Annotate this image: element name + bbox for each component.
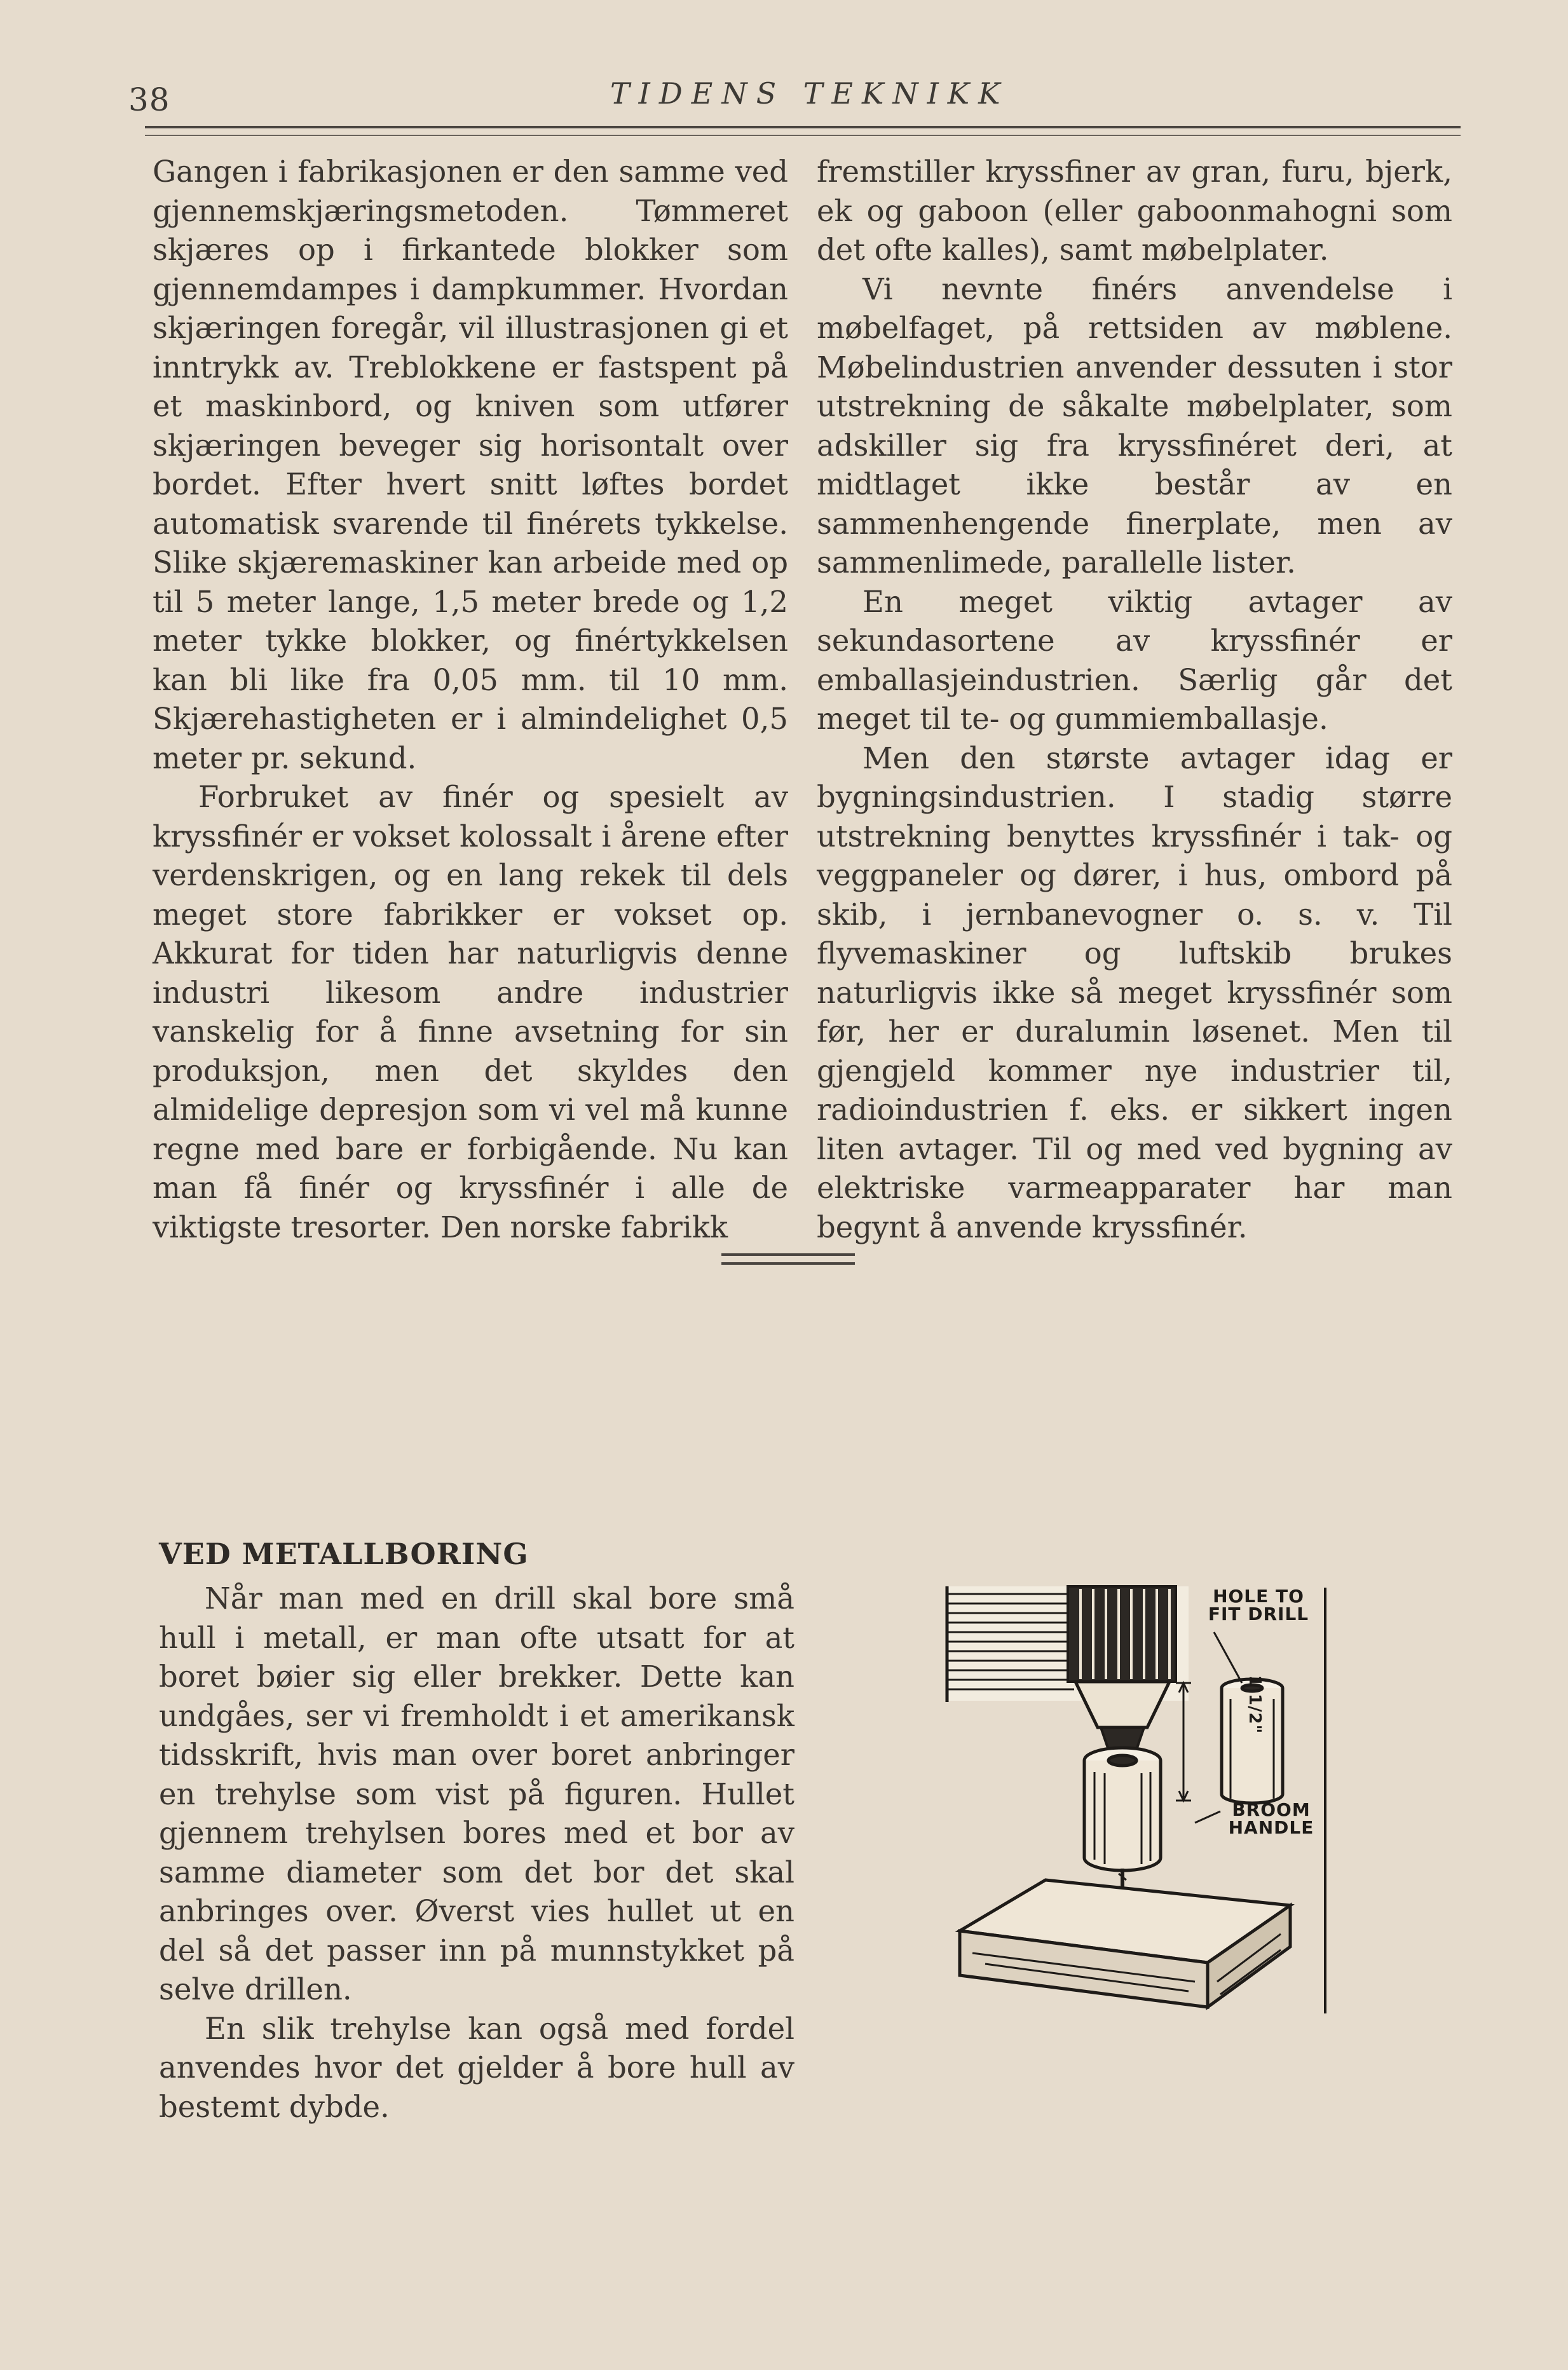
paragraph: Vi nevnte finérs anvendelse i møbelfaget, på rettsiden av møblene. Møbelindustrien anvender dessuten i stor utstrekning de såkalte møbelplater, som adskiller sig fra kryssfinéret deri, at midtlaget ikke består av en sammenhengende finerplate, men av sammenlimede, parallelle lister. [817,271,1452,580]
metal-block [960,1880,1290,2007]
running-head: TIDENS TEKNIKK [610,76,1009,111]
section-divider-second [721,1262,855,1265]
sleeve-detail [1176,1632,1283,1823]
header-rule [145,126,1461,128]
article-title: VED METALLBORING [159,1537,529,1571]
paragraph: Men den største avtager idag er bygningsindustrien. I stadig større utstrekning benyttes kryssfinér i tak- og veggpaneler og dører, i hus, ombord på skib, i jernbanevogner o. s. v. Til flyvemaskiner og luftskib brukes naturligvis ikke så meget kryssfinér som før, her er duralumin løsenet. Men til gjengjeld kommer nye industrier til, radioindustrien f. eks. er sikkert ingen liten avtager. Til og med ved bygning av elektriske varmeapparater har man begynt å anvende kryssfinér. [817,740,1452,1244]
article-body [159,1579,794,2127]
header-rule-thin [145,135,1461,136]
page-number: 38 [128,81,170,118]
paragraph: fremstiller kryssfiner av gran, furu, bjerk, ek og gaboon (eller gaboonmahogni som det ofte kalles), samt møbelplater. [817,154,1452,267]
label-broom-handle: BROOM HANDLE [1228,1799,1314,1838]
wooden-sleeve [1084,1748,1161,1870]
right-column [817,153,1452,1247]
drill-chuck [947,1586,1189,1750]
paragraph: Gangen i fabrikasjonen er den samme ved gjennemskjæringsmetoden. Tømmeret skjæres op i firkantede blokker som gjennemdampes i dampkummer. Hvordan skjæringen foregår, vil illustrasjonen gi et inntrykk av. Treblokkene er fastspent på et maskinbord, og kniven som utfører skjæringen beveger sig horisontalt over bordet. Efter hvert snitt løftes bordet automatisk svarende til finérets tykkelse. Slike skjæremaskiner kan arbeide med op til 5 meter lange, 1,5 meter brede og 1,2 meter tykke blokker, og finértykkelsen kan bli like fra 0,05 mm. til 10 mm. Skjærehastigheten er i almindelighet 0,5 meter pr. sekund. [153,154,788,775]
paragraph: Når man med en drill skal bore små hull i metall, er man ofte utsatt for at boret bøier sig eller brekker. Dette kan undgåes, ser vi fremholdt i et amerikansk tidsskrift, hvis man over boret anbringer en trehylse som vist på figuren. Hullet gjennem trehylsen bores med et bor av samme diameter som det bor det skal anbringes over. Øverst vies hullet ut en del så det passer inn på munnstykket på selve drillen. [159,1581,794,2006]
label-hole-to-fit-drill: HOLE TO FIT DRILL [1208,1586,1309,1624]
paragraph: En meget viktig avtager av sekundasortene av kryssfinér er emballasjeindustrien. Særlig går det meget til te- og gummiemballasje. [817,584,1452,736]
drill-illustration [934,1575,1328,2013]
paragraph: En slik trehylse kan også med fordel anvendes hvor det gjelder å bore hull av bestemt dybde. [159,2011,794,2124]
paragraph: Forbruket av finér og spesielt av kryssfinér er vokset kolossalt i årene efter verdenskrigen, og en lang rekek til dels meget store fabrikker er vokset op. Akkurat for tiden har naturligvis denne industri likesom andre industrier vanskelig for å finne avsetning for sin produksjon, men det skyldes den almidelige depresjon som vi vel må kunne regne med bare er forbigående. Nu kan man få finér og kryssfinér i alle de viktigste tresorter. Den norske fabrikk [153,780,788,1244]
left-column [153,153,788,1247]
drill-sleeve-drawing [934,1575,1328,2013]
label-dimension: 1 1/2" [1245,1675,1265,1734]
section-divider [721,1253,855,1256]
